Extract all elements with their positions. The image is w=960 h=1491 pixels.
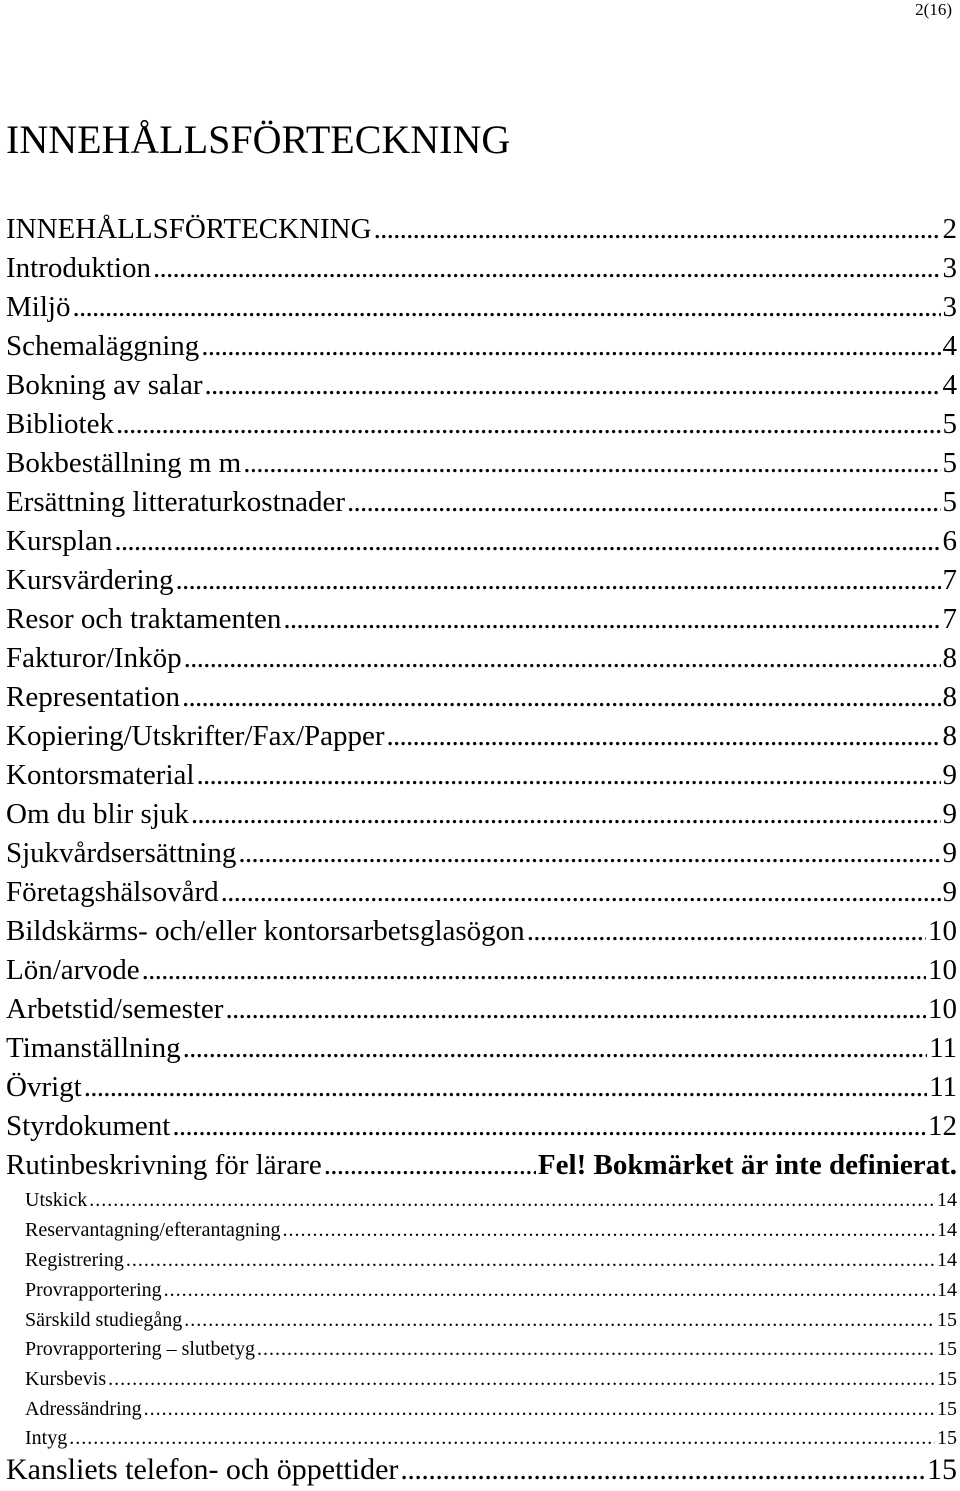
toc-entry-label: Provrapportering (25, 1279, 162, 1301)
toc-entry-label: INNEHÅLLSFÖRTECKNING (6, 213, 372, 245)
toc-entry-label: Bokning av salar (6, 369, 203, 401)
toc-dot-leader (324, 1149, 536, 1182)
toc-entry-label: Resor och traktamenten (6, 603, 282, 635)
toc-entry-page-number: 11 (929, 1032, 957, 1064)
toc-dot-leader (184, 642, 941, 675)
toc-entry-label: Registrering (25, 1249, 124, 1271)
toc-entry-page-number: 4 (942, 330, 957, 362)
toc-dot-leader (153, 252, 941, 285)
toc-dot-leader (84, 1071, 927, 1104)
toc-dot-leader (527, 915, 926, 948)
toc-entry-label: Om du blir sjuk (6, 798, 189, 830)
toc-entry[interactable] (6, 447, 957, 480)
toc-entry-page-number: 8 (942, 642, 957, 674)
toc-dot-leader (176, 564, 941, 597)
toc-dot-leader (387, 720, 941, 753)
toc-dot-leader (142, 954, 926, 987)
toc-dot-leader (164, 1279, 935, 1302)
toc-entry[interactable] (6, 369, 957, 402)
toc-dot-leader (257, 1338, 935, 1361)
toc-entry[interactable] (6, 603, 957, 636)
toc-entry[interactable] (6, 564, 957, 597)
toc-dot-leader (69, 1427, 935, 1450)
toc-entry-label: Rutinbeskrivning för lärare (6, 1149, 322, 1181)
toc-entry-label: Ersättning litteraturkostnader (6, 486, 346, 518)
toc-entry-page-number: 15 (937, 1398, 957, 1420)
toc-entry-page-number: 5 (942, 408, 957, 440)
toc-dot-leader (205, 369, 941, 402)
toc-entry-label: Adressändring (25, 1398, 142, 1420)
toc-entry-page-number: 3 (942, 252, 957, 284)
toc-entry-label: Arbetstid/semester (6, 993, 224, 1025)
toc-entry[interactable] (25, 1189, 957, 1212)
toc-entry-label: Bokbeställning m m (6, 447, 242, 479)
toc-entry-label: Miljö (6, 291, 71, 323)
toc-entry-page-number: 10 (928, 915, 957, 947)
toc-dot-leader (196, 759, 940, 792)
toc-entry[interactable] (25, 1219, 957, 1242)
toc-entry[interactable] (6, 486, 957, 519)
toc-entry[interactable] (25, 1427, 957, 1450)
toc-dot-leader (191, 798, 941, 831)
toc-entry[interactable] (6, 954, 957, 987)
toc-entry-page-number: 10 (928, 954, 957, 986)
toc-entry[interactable] (25, 1279, 957, 1302)
toc-dot-leader (184, 1309, 935, 1332)
toc-entry-label: Bildskärms- och/eller kontorsarbetsglasögon (6, 915, 525, 947)
toc-entry[interactable] (6, 798, 957, 831)
toc-entry[interactable] (6, 876, 957, 909)
toc-entry[interactable] (25, 1398, 957, 1421)
toc-entry-error-text: Fel! Bokmärket är inte definierat. (537, 1149, 957, 1181)
toc-entry-label: Timanställning (6, 1032, 181, 1064)
toc-dot-leader (225, 993, 926, 1026)
toc-entry-page-number: 15 (937, 1427, 957, 1449)
toc-entry[interactable] (6, 720, 957, 753)
toc-dot-leader (283, 603, 940, 636)
toc-dot-leader (72, 291, 940, 324)
toc-entry-page-number: 14 (937, 1219, 957, 1241)
toc-dot-leader (282, 1219, 935, 1242)
toc-dot-leader (374, 213, 941, 246)
page-number: 2(16) (915, 0, 952, 19)
toc-entry[interactable] (6, 993, 957, 1026)
toc-dot-leader (144, 1398, 935, 1421)
toc-entry[interactable] (6, 291, 957, 324)
toc-entry-page-number: 11 (929, 1071, 957, 1103)
toc-entry-page-number: 7 (942, 564, 957, 596)
toc-entry[interactable] (25, 1368, 957, 1391)
toc-dot-leader (347, 486, 940, 519)
toc-dot-leader (114, 525, 940, 558)
toc-entry-page-number: 8 (942, 681, 957, 713)
toc-entry-label: Kursvärdering (6, 564, 174, 596)
toc-entry-label: Introduktion (6, 252, 151, 284)
toc-entry[interactable] (6, 252, 957, 285)
toc-entry-label: Kursbevis (25, 1368, 107, 1390)
toc-entry-label: Reservantagning/efterantagning (25, 1219, 281, 1241)
toc-entry[interactable] (25, 1338, 957, 1361)
toc-entry-page-number: 7 (942, 603, 957, 635)
toc-entry[interactable] (6, 330, 957, 363)
toc-entry-label: Övrigt (6, 1071, 82, 1103)
toc-dot-leader (182, 681, 941, 714)
toc-entry-page-number: 12 (928, 1110, 957, 1142)
toc-entry-page-number: 4 (942, 369, 957, 401)
toc-dot-leader (126, 1249, 935, 1272)
toc-entry[interactable] (25, 1249, 957, 1272)
toc-entry-label: Kursplan (6, 525, 113, 557)
toc-entry-label: Sjukvårdsersättning (6, 837, 237, 869)
toc-entry[interactable] (6, 1071, 957, 1104)
toc-entry-label: Provrapportering – slutbetyg (25, 1338, 255, 1360)
toc-entry-page-number: 15 (937, 1309, 957, 1331)
toc-entry[interactable] (6, 1149, 957, 1182)
toc-entry[interactable] (6, 1110, 957, 1143)
toc-entry-page-number: 14 (937, 1189, 957, 1211)
toc-dot-leader (108, 1368, 935, 1391)
toc-entry-label: Intyg (25, 1427, 68, 1449)
toc-entry[interactable] (6, 213, 957, 246)
toc-dot-leader (89, 1189, 935, 1212)
toc-entry-label: Kopiering/Utskrifter/Fax/Papper (6, 720, 385, 752)
toc-entry-page-number: 15 (937, 1368, 957, 1390)
toc-entry[interactable] (6, 642, 957, 675)
toc-entry-page-number: 5 (942, 447, 957, 479)
toc-entry[interactable] (6, 1453, 957, 1487)
toc-entry-page-number: 9 (942, 837, 957, 869)
toc-entry-label: Representation (6, 681, 180, 713)
toc-dot-leader (201, 330, 940, 363)
toc-dot-leader (238, 837, 940, 870)
toc-entry-page-number: 9 (942, 798, 957, 830)
toc-dot-leader (221, 876, 941, 909)
toc-entry-page-number: 15 (937, 1338, 957, 1360)
page-title: INNEHÅLLSFÖRTECKNING (6, 117, 511, 162)
toc-entry-label: Bibliotek (6, 408, 114, 440)
toc-entry[interactable] (6, 681, 957, 714)
toc-entry-page-number: 10 (928, 993, 957, 1025)
toc-entry[interactable] (6, 525, 957, 558)
toc-entry-label: Lön/arvode (6, 954, 140, 986)
toc-entry-label: Kansliets telefon- och öppettider (6, 1453, 399, 1486)
toc-entry-label: Fakturor/Inköp (6, 642, 182, 674)
toc-entry[interactable] (6, 408, 957, 441)
toc-entry-label: Företagshälsovård (6, 876, 219, 908)
toc-entry-page-number: 14 (937, 1249, 957, 1271)
toc-entry-page-number: 6 (942, 525, 957, 557)
toc-entry-page-number: 14 (937, 1279, 957, 1301)
toc-dot-leader (172, 1110, 926, 1143)
toc-entry-label: Kontorsmaterial (6, 759, 195, 791)
toc-dot-leader (183, 1032, 927, 1065)
toc-entry[interactable] (25, 1309, 957, 1332)
toc-dot-leader (400, 1453, 925, 1487)
toc-entry[interactable] (6, 1032, 957, 1065)
toc-entry-page-number: 2 (942, 213, 957, 245)
toc-entry[interactable] (6, 759, 957, 792)
toc-entry-label: Utskick (25, 1189, 88, 1211)
toc-entry[interactable] (6, 915, 957, 948)
toc-entry-page-number: 9 (942, 876, 957, 908)
toc-entry-label: Schemaläggning (6, 330, 200, 362)
toc-dot-leader (116, 408, 941, 441)
toc-entry-page-number: 15 (927, 1453, 957, 1486)
toc-entry[interactable] (6, 837, 957, 870)
toc-entry-page-number: 3 (942, 291, 957, 323)
toc-entry-label: Styrdokument (6, 1110, 171, 1142)
toc-entry-label: Särskild studiegång (25, 1309, 183, 1331)
toc-entry-page-number: 8 (942, 720, 957, 752)
toc-entry-page-number: 5 (942, 486, 957, 518)
toc-dot-leader (243, 447, 940, 480)
toc-entry-page-number: 9 (942, 759, 957, 791)
